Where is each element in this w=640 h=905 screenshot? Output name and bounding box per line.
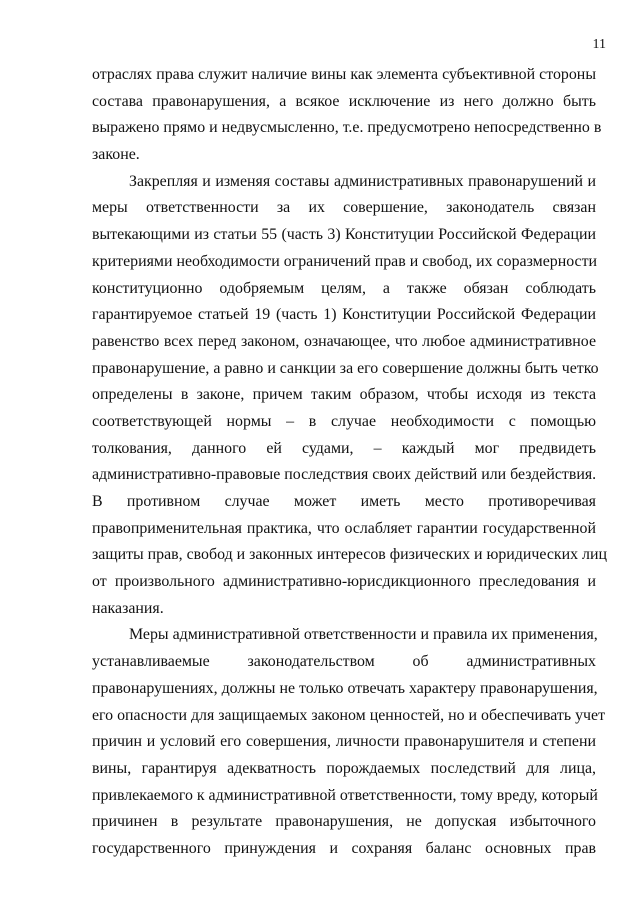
text-line: толкования, данного ей судами, – каждый мог предвидеть [92, 439, 596, 457]
text-line: его опасности для защищаемых законом ценностей, но и обеспечивать учет [92, 706, 606, 724]
text-line: меры ответственности за их совершение, законодатель связан [92, 199, 596, 217]
text-line: критериями необходимости ограничений прав и свобод, их соразмерности [92, 252, 598, 270]
text-line: В противном случае может иметь место противоречивая [92, 493, 596, 510]
text-line: равенство всех перед законом, означающее, что любое административное [92, 332, 596, 350]
paragraph-3 [92, 622, 606, 862]
text-line: причинен в результате правонарушения, не допуская избыточного [92, 813, 596, 831]
text-line: привлекаемого к административной ответственности, тому вреду, который [92, 786, 598, 804]
text-line: Закрепляя и изменяя составы административных правонарушений и [129, 172, 596, 190]
text-line: устанавливаемые законодательством об административных [92, 653, 596, 671]
text-line: определены в законе, причем таким образом, чтобы исходя из текста [92, 386, 596, 404]
text-line: наказания. [92, 599, 164, 617]
text-line: государственного принуждения и сохраняя баланс основных прав [92, 839, 596, 857]
text-line: выражено прямо и недвусмысленно, т.е. предусмотрено непосредственно в [92, 119, 602, 137]
text-line: конституционно одобряемым целям, а также обязан соблюдать [92, 279, 596, 297]
text-line: правонарушение, а равно и санкции за его совершение должны быть четко [92, 359, 599, 377]
text-line: соответствующей нормы – в случае необходимости с помощью [92, 412, 596, 430]
document-body [92, 62, 607, 863]
text-line: от произвольного административно-юрисдикционного преследования и [92, 573, 596, 591]
text-line: гарантируемое статьей 19 (часть 1) Конституции Российской Федерации [92, 306, 596, 324]
page-number: 11 [592, 37, 606, 52]
text-line: защиты прав, свобод и законных интересов физических и юридических лиц [92, 546, 607, 564]
text-line: вины, гарантируя адекватность порождаемых последствий для лица, [92, 759, 596, 777]
text-line: административно-правовые последствия своих действий или бездействия. [92, 466, 597, 484]
text-line: законе. [92, 146, 140, 164]
text-line: Меры административной ответственности и правила их применения, [129, 626, 598, 644]
text-line: причин и условий его совершения, личности правонарушителя и степени [92, 733, 596, 751]
text-line: отраслях права служит наличие вины как элемента субъективной стороны [92, 66, 596, 83]
text-line: правоприменительная практика, что ослабляет гарантии государственной [92, 519, 596, 537]
paragraph-1 [92, 62, 602, 169]
text-line: правонарушениях, должны не только отвечать характеру правонарушения, [92, 679, 598, 697]
text-line: вытекающими из статьи 55 (часть 3) Конституции Российской Федерации [92, 226, 596, 244]
text-line: состава правонарушения, а всякое исключение из него должно быть [92, 92, 596, 110]
paragraph-2 [92, 169, 607, 623]
